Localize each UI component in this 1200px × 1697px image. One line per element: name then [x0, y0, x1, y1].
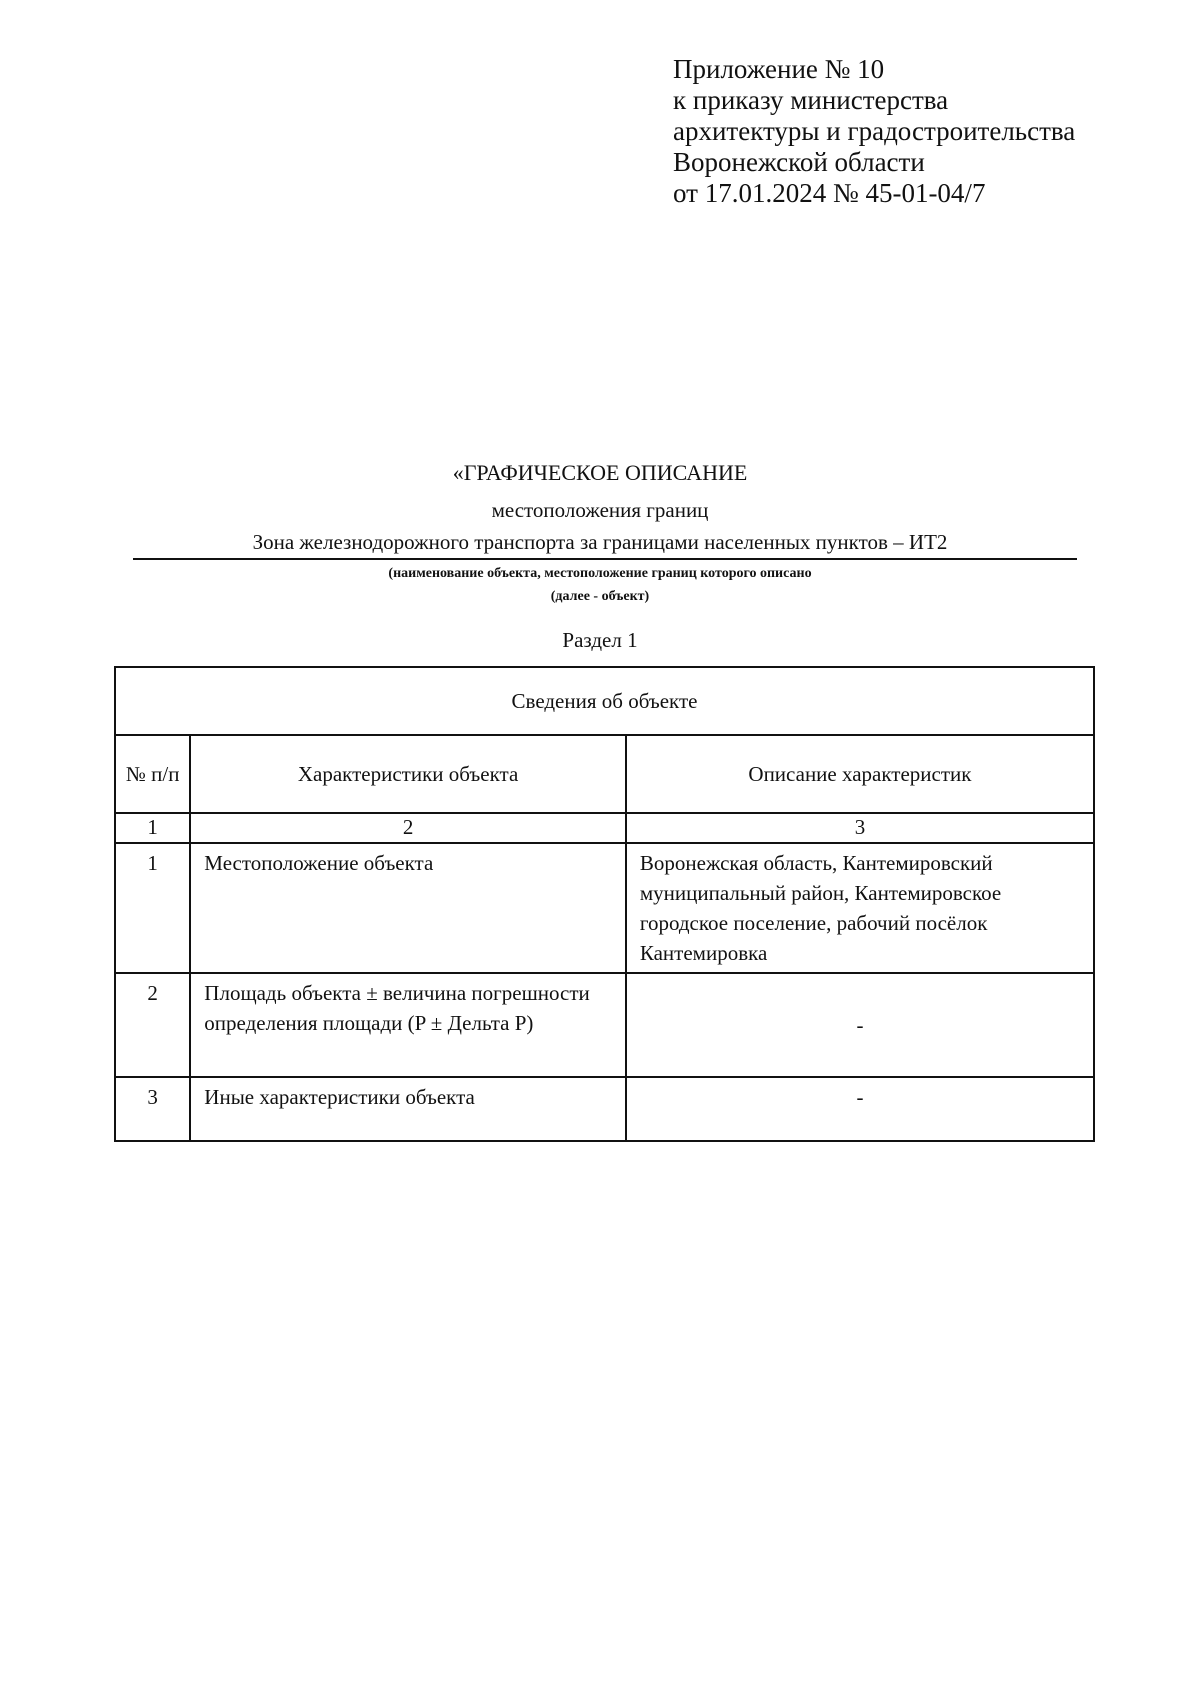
column-number: 3 [626, 813, 1094, 843]
object-note-line: (наименование объекта, местоположение границ которого описано [388, 566, 812, 581]
document-subtitle: местоположения границ [491, 498, 709, 522]
row-description: - [626, 1077, 1094, 1141]
document-title: «ГРАФИЧЕСКОЕ ОПИСАНИЕ [452, 460, 748, 485]
row-characteristic: Местоположение объекта [190, 843, 626, 973]
row-num: 3 [115, 1077, 190, 1141]
row-characteristic: Иные характеристики объекта [190, 1077, 626, 1141]
column-numbers-row [115, 813, 1094, 843]
annex-block [673, 54, 1075, 209]
annex-line: архитектуры и градостроительства [673, 116, 1076, 146]
row-description: Воронежская область, Кантемировский муниципальный район, Кантемировское городское поселение, рабочий посёлок Кантемировка [626, 843, 1094, 973]
header-characteristic: Характеристики объекта [190, 735, 626, 813]
annex-line: Воронежской области [673, 147, 925, 177]
annex-line: от 17.01.2024 № 45-01-04/7 [673, 178, 986, 208]
row-num: 2 [115, 973, 190, 1077]
table-caption: Сведения об объекте [115, 667, 1094, 735]
row-num: 1 [115, 843, 190, 973]
object-note-line: (далее - объект) [550, 589, 650, 604]
header-num: № п/п [115, 735, 190, 813]
table-row [115, 973, 1094, 1077]
column-number: 2 [190, 813, 626, 843]
table-row [115, 843, 1094, 973]
row-description: - [626, 973, 1094, 1077]
row-characteristic: Площадь объекта ± величина погрешности определения площади (P ± Дельта P) [190, 973, 626, 1077]
object-name: Зона железнодорожного транспорта за границами населенных пунктов – ИТ2 [252, 530, 948, 554]
annex-line: Приложение № 10 [673, 54, 885, 84]
header-description: Описание характеристик [626, 735, 1094, 813]
column-number: 1 [115, 813, 190, 843]
object-name-underline [133, 558, 1077, 560]
table-row [115, 1077, 1094, 1141]
section-title: Раздел 1 [562, 628, 638, 652]
annex-line: к приказу министерства [673, 85, 949, 115]
object-info-table [114, 666, 1095, 1142]
